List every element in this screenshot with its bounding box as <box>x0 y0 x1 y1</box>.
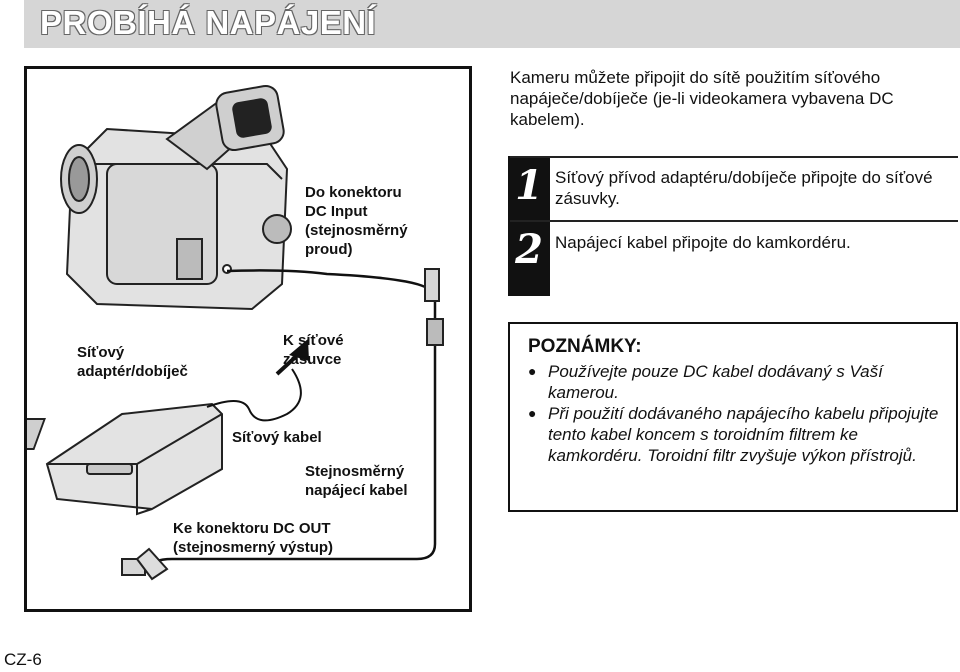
illustration-frame <box>24 66 472 612</box>
divider <box>510 220 958 222</box>
notes-box <box>508 322 958 512</box>
page-number: CZ-6 <box>4 650 42 669</box>
label-power-cord: Síťový kabel <box>232 429 322 446</box>
step-number: 1 <box>515 162 543 209</box>
label-dc-out: Ke konektoru DC OUT (stejnosmerný výstup) <box>173 520 334 556</box>
label-dc-cable: Stejnosměrný napájecí kabel <box>305 463 408 499</box>
step-text: Napájecí kabel připojte do kamkordéru. <box>555 233 851 252</box>
label-outlet: K síťové zásuvce <box>283 332 344 368</box>
step-text: Síťový přívod adaptéru/dobíječe připojte do síťové zásuvky. <box>555 168 933 208</box>
bullet-icon: ● <box>528 363 537 379</box>
page-title: PROBÍHÁ NAPÁJENÍ <box>40 4 377 41</box>
note-item: ● Používejte pouze DC kabel dodávaný s Vaší kamerou. <box>528 362 883 402</box>
intro-text: Kameru můžete připojit do sítě použitím síťového napáječe/dobíječe (je-li videokamera vybavena DC kabelem). <box>510 68 894 129</box>
bullet-icon: ● <box>528 405 537 421</box>
notes-title: POZNÁMKY: <box>528 336 642 357</box>
step-number: 2 <box>515 226 543 273</box>
note-item: ● Při použití dodávaného napájecího kabelu připojujte tento kabel koncem s toroidním filtrem ke kamkordéru. Toroidní filtr zvyšuje výkon přístrojů. <box>528 404 939 465</box>
ac-adapter-icon <box>27 404 222 514</box>
label-adapter: Síťový adaptér/dobíječ <box>77 344 188 380</box>
label-dc-input: Do konektoru DC Input (stejnosměrný proud) <box>305 184 408 258</box>
camcorder-icon <box>61 84 291 309</box>
divider <box>510 156 958 158</box>
